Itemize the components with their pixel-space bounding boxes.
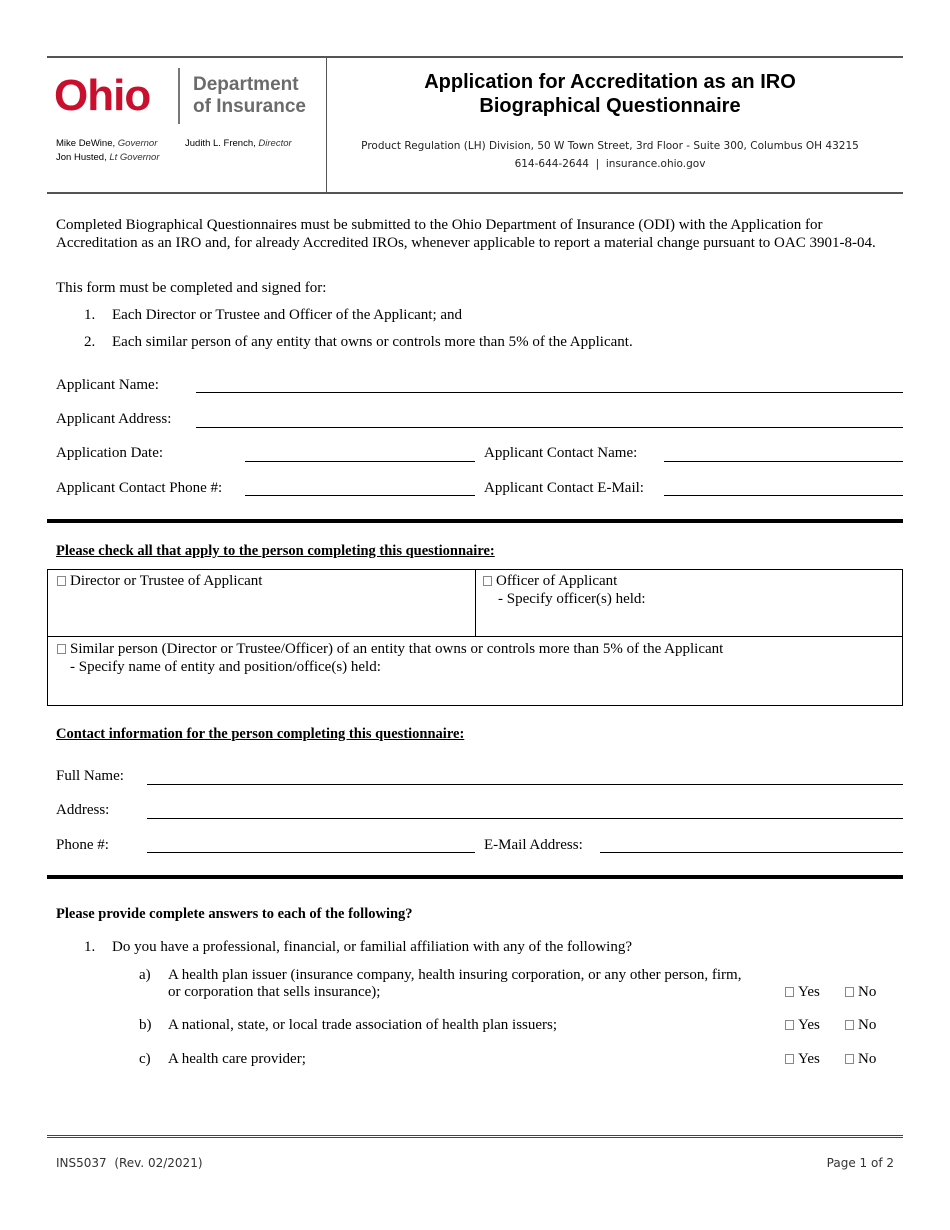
questions-heading: Please provide complete answers to each of the following? (56, 906, 413, 922)
yes-label: Yes (798, 1051, 820, 1067)
question-1b-text: A national, state, or local trade association of health plan issuers; (168, 1017, 558, 1033)
separator: | (595, 158, 600, 170)
list-item-1: Each Director or Trustee and Officer of the Applicant; and (112, 307, 463, 323)
director-label: Director or Trustee of Applicant (70, 573, 263, 589)
list-item-2: Each similar person of any entity that owns or controls more than 5% of the Applicant. (112, 334, 633, 350)
section-divider-2 (47, 875, 903, 879)
similar-person-label: Similar person (Director or Trustee/Officer) of an entity that owns or controls more than 5% of the Applicant (70, 641, 724, 657)
question-1b-yes[interactable] (785, 1016, 820, 1034)
similar-person-option[interactable] (57, 640, 723, 658)
application-date-label: Application Date: (56, 445, 164, 461)
form-number: INS5037 (56, 1156, 107, 1170)
no-checkbox[interactable] (845, 1054, 854, 1064)
header-top-rule (47, 56, 903, 58)
yes-checkbox[interactable] (785, 987, 794, 997)
dept-line-2: of Insurance (193, 96, 306, 117)
contact-name-field[interactable] (664, 461, 903, 462)
form-title (330, 70, 890, 118)
question-1c-letter: c) (139, 1051, 151, 1067)
list-number-1: 1. (84, 307, 96, 323)
applicant-name-label: Applicant Name: (56, 377, 159, 393)
director-official (185, 137, 292, 151)
no-label: No (858, 1051, 877, 1067)
address-label: Address: (56, 802, 110, 818)
contact-name-label: Applicant Contact Name: (484, 445, 638, 461)
section-divider (47, 519, 903, 523)
question-1a-no[interactable] (845, 983, 876, 1001)
division-address: Product Regulation (LH) Division, 50 W Town Street, 3rd Floor - Suite 300, Columbus OH 43215 (361, 140, 859, 152)
question-1c-yes[interactable] (785, 1050, 820, 1068)
must-complete-text: This form must be completed and signed for: (56, 280, 327, 296)
no-checkbox[interactable] (845, 987, 854, 997)
similar-person-checkbox[interactable] (57, 644, 66, 654)
question-1c-text: A health care provider; (168, 1051, 306, 1067)
department-name (193, 74, 306, 118)
question-1a-line-1: A health plan issuer (insurance company, health insuring corporation, or any other person, firm, (168, 967, 742, 983)
no-label: No (858, 1017, 877, 1033)
director-checkbox[interactable] (57, 576, 66, 586)
yes-checkbox[interactable] (785, 1020, 794, 1030)
contact-email-label: Applicant Contact E-Mail: (484, 480, 644, 496)
title-line-1: Application for Accreditation as an IRO (424, 71, 796, 93)
check-section-heading: Please check all that apply to the person completing this questionnaire: (56, 543, 495, 559)
contact-line (330, 155, 890, 173)
official-director: Judith L. French, Director (185, 138, 292, 149)
page-number: Page 1 of 2 (826, 1156, 894, 1170)
email-field[interactable] (600, 852, 903, 853)
official-governor: Mike DeWine, Governor (56, 138, 158, 149)
contact-email-field[interactable] (664, 495, 903, 496)
application-date-field[interactable] (245, 461, 475, 462)
question-1-text: Do you have a professional, financial, or familial affiliation with any of the following? (112, 939, 632, 955)
intro-paragraph: Completed Biographical Questionnaires must be submitted to the Ohio Department of Insurance (ODI) with the Application for Accreditation as an IRO and, for already Accredited IROs, whenever applicable to report a material change pursuant to OAC 3901-8-04. (56, 217, 876, 251)
list-number-2: 2. (84, 334, 96, 350)
applicant-address-field[interactable] (196, 427, 903, 428)
phone: 614-644-2644 (514, 158, 589, 170)
question-1-number: 1. (84, 939, 96, 955)
full-name-label: Full Name: (56, 768, 124, 784)
table-horizontal-divider (47, 636, 903, 637)
officer-label: Officer of Applicant (496, 573, 618, 589)
officer-option[interactable] (483, 572, 617, 590)
question-1b-no[interactable] (845, 1016, 876, 1034)
contact-section-heading: Contact information for the person completing this questionnaire: (56, 726, 465, 742)
form-id (56, 1156, 203, 1170)
full-name-field[interactable] (147, 784, 903, 785)
table-vertical-divider (475, 569, 476, 637)
form-revision: (Rev. 02/2021) (114, 1156, 203, 1170)
title-line-2: Biographical Questionnaire (479, 95, 741, 117)
question-1c-no[interactable] (845, 1050, 876, 1068)
officer-checkbox[interactable] (483, 576, 492, 586)
no-checkbox[interactable] (845, 1020, 854, 1030)
contact-phone-label: Applicant Contact Phone #: (56, 480, 223, 496)
similar-specify-label: - Specify name of entity and position/office(s) held: (70, 659, 381, 675)
address-field[interactable] (147, 818, 903, 819)
header-divider (326, 58, 327, 192)
footer-rule (47, 1135, 903, 1138)
question-1a-line-2: or corporation that sells insurance); (168, 984, 381, 1000)
officer-specify-label: - Specify officer(s) held: (498, 591, 646, 607)
no-label: No (858, 984, 877, 1000)
email-label: E-Mail Address: (484, 837, 583, 853)
official-lt-governor: Jon Husted, Lt Governor (56, 152, 160, 163)
dept-line-1: Department (193, 74, 299, 95)
yes-checkbox[interactable] (785, 1054, 794, 1064)
director-option[interactable] (57, 572, 262, 590)
applicant-name-field[interactable] (196, 392, 903, 393)
header-address (330, 137, 890, 173)
question-1b-letter: b) (139, 1017, 152, 1033)
governor-officials (56, 137, 160, 165)
applicant-address-label: Applicant Address: (56, 411, 172, 427)
question-1a-yes[interactable] (785, 983, 820, 1001)
phone-field[interactable] (147, 852, 475, 853)
ohio-logo: Ohio (54, 71, 151, 120)
question-1a-letter: a) (139, 967, 151, 983)
contact-phone-field[interactable] (245, 495, 475, 496)
yes-label: Yes (798, 984, 820, 1000)
logo-divider (178, 68, 180, 124)
website-link[interactable]: insurance.ohio.gov (605, 158, 706, 170)
phone-label: Phone #: (56, 837, 109, 853)
yes-label: Yes (798, 1017, 820, 1033)
header-bottom-rule (47, 192, 903, 194)
